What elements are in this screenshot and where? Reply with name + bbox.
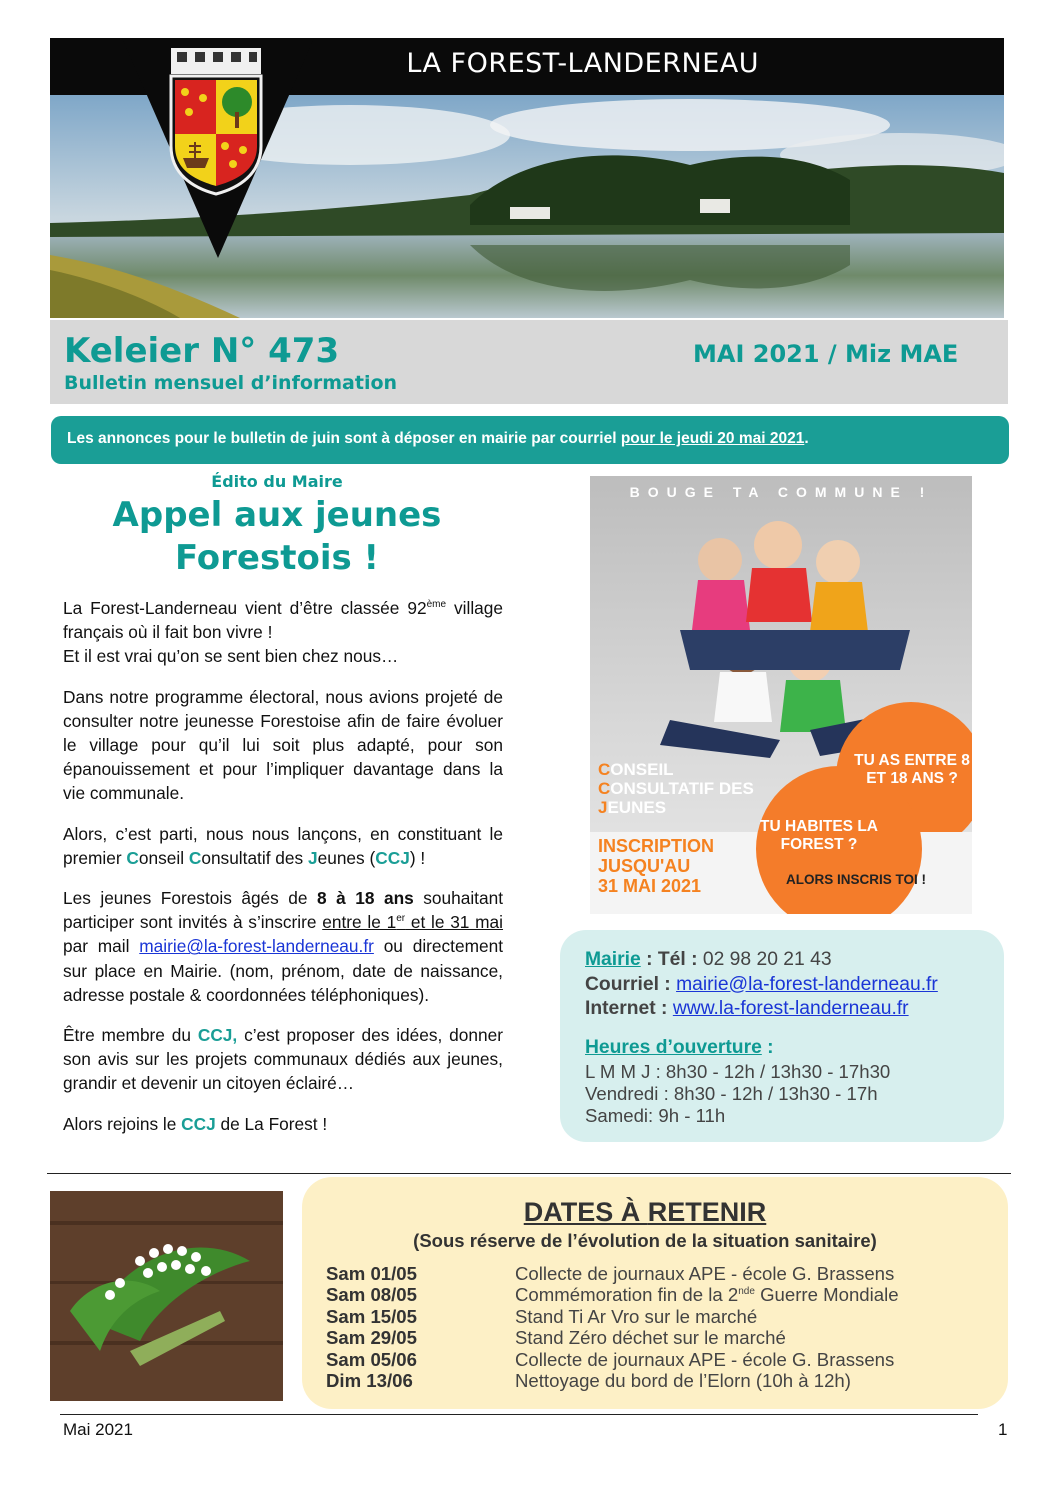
edito-paragraph-3 <box>63 822 503 870</box>
text: : <box>761 1036 774 1058</box>
age-range: 8 à 18 ans <box>317 888 414 909</box>
ccj-acronym: CCJ <box>181 1113 216 1134</box>
text: ONSULTATIF DES <box>610 779 754 798</box>
list-item <box>326 1284 966 1305</box>
edito-title-line1: Appel aux jeunes <box>112 495 442 535</box>
poster-call-to-action: ALORS INSCRIS TOI ! <box>786 872 927 887</box>
event-date: Sam 08/05 <box>326 1284 417 1306</box>
text: village français où il fait bon vivre ! <box>63 598 504 643</box>
text: onseil <box>138 847 189 868</box>
poster-resident-question: TU HABITES LA FOREST ? <box>760 818 878 853</box>
opening-hours-title: Heures d’ouverture <box>585 1036 762 1058</box>
text: Alors rejoins le <box>63 1113 182 1134</box>
edito-body <box>63 596 503 1152</box>
event-date: Sam 29/05 <box>326 1327 417 1349</box>
ccj-acronym: CCJ, <box>197 1025 238 1046</box>
event-date: Dim 13/06 <box>326 1370 413 1392</box>
phone-number: 02 98 20 21 43 <box>702 949 832 970</box>
list-item <box>326 1306 966 1327</box>
text: de La Forest ! <box>215 1113 328 1134</box>
event-date: Sam 01/05 <box>326 1263 417 1284</box>
event-date: Sam 05/06 <box>326 1348 417 1370</box>
footer-date: Mai 2021 <box>63 1420 133 1439</box>
initial-j: J <box>307 847 318 868</box>
event-description: Nettoyage du bord de l’Elorn (10h à 12h) <box>515 1370 851 1392</box>
text: et le 31 mai <box>405 912 504 933</box>
text: EUNES <box>607 798 667 817</box>
coat-of-arms-icon <box>163 46 269 196</box>
issue-date: MAI 2021 / Miz MAE <box>693 340 959 368</box>
text: RETENIR <box>647 1197 767 1227</box>
announcement-bar <box>51 416 1009 464</box>
list-item <box>326 1327 966 1348</box>
page-number: 1 <box>998 1420 1008 1439</box>
initial: J <box>598 798 608 817</box>
superscript: nde <box>738 1286 755 1298</box>
superscript: er <box>396 913 406 925</box>
text: eunes ( <box>317 847 376 868</box>
lily-of-the-valley-photo <box>50 1191 283 1401</box>
section-divider <box>47 1173 1011 1174</box>
text: ONSEIL <box>610 760 674 779</box>
dates-list <box>326 1263 966 1391</box>
hours-friday: Vendredi : 8h30 - 12h / 13h30 - 17h <box>585 1082 878 1104</box>
event-description: Stand Ti Ar Vro sur le marché <box>515 1305 758 1327</box>
header-banner <box>50 38 1004 318</box>
text: Commémoration fin de la 2 <box>515 1284 739 1306</box>
dates-subtitle: (Sous réserve de l’évolution de la situation sanitaire) <box>413 1230 877 1251</box>
mairie-phone-line <box>585 948 1004 973</box>
initial: C <box>598 760 611 779</box>
text: c’est proposer des idées, donner son avis sur les projets communaux dédiés aux jeunes, grandir et devenir un citoyen éclairé… <box>63 1025 503 1094</box>
edito-title <box>60 494 494 580</box>
text: entre le 1 <box>322 912 397 933</box>
text: Les jeunes Forestois âgés de <box>63 888 318 909</box>
ccj-poster <box>590 476 972 914</box>
hours-weekdays: L M M J : 8h30 - 12h / 13h30 - 17h30 <box>585 1060 891 1082</box>
edito-paragraph-1 <box>63 596 503 669</box>
mairie-email-link[interactable]: mairie@la-forest-landerneau.fr <box>139 936 374 957</box>
poster-age-question: TU AS ENTRE 8 ET 18 ANS ? <box>854 752 970 787</box>
edito-paragraph-5 <box>63 1023 503 1096</box>
mairie-website-line <box>585 997 1004 1022</box>
event-description <box>515 1284 899 1305</box>
date-range <box>322 912 503 932</box>
edito-paragraph-6 <box>63 1112 503 1136</box>
text: DATES À <box>523 1197 648 1227</box>
text: Guerre Mondiale <box>754 1284 899 1306</box>
text: 31 MAI 2021 <box>598 876 702 896</box>
text: par mail <box>63 936 140 957</box>
list-item <box>326 1349 966 1370</box>
text: ) ! <box>409 847 426 868</box>
mairie-label[interactable]: Mairie <box>585 949 641 970</box>
mairie-website-link[interactable]: www.la-forest-landerneau.fr <box>672 998 909 1019</box>
text: JUSQU'AU <box>598 856 691 876</box>
poster-ccj-name <box>598 760 754 817</box>
event-description: Stand Zéro déchet sur le marché <box>515 1327 786 1349</box>
event-date: Sam 15/05 <box>326 1305 417 1327</box>
superscript: ème <box>426 599 447 611</box>
text: Courriel : <box>585 973 677 995</box>
event-description: Collecte de journaux APE - école G. Brassens <box>515 1348 895 1370</box>
mairie-email-link[interactable]: mairie@la-forest-landerneau.fr <box>676 973 938 995</box>
edito-paragraph-2: Dans notre programme électoral, nous avions projeté de consulter notre jeunesse Forestoise afin de faire évoluer le village pour qu’il lui soit plus adapté, pour son épanouissement et pour l’impliquer davantage dans la vie communale. <box>63 686 503 804</box>
text: Être membre du <box>63 1025 198 1046</box>
text: Alors, c’est parti, nous nous lançons, en constituant le premier <box>63 823 503 868</box>
announcement-end: . <box>804 430 809 447</box>
edito-paragraph-4 <box>63 886 503 1007</box>
bulletin-title: Keleier N° 473 <box>64 331 340 371</box>
announcement-text: Les annonces pour le bulletin de juin sont à déposer en mairie par courriel <box>67 430 621 447</box>
list-item <box>326 1370 966 1391</box>
edito-title-line2: Forestois ! <box>174 538 380 578</box>
initial-c: C <box>188 847 202 868</box>
dates-to-remember-box <box>302 1177 1008 1409</box>
hours-saturday: Samedi: 9h - 11h <box>585 1104 726 1126</box>
text: Et il est vrai qu’on se sent bien chez nous… <box>63 646 399 667</box>
text: : Tél : <box>640 949 703 970</box>
initial-c: C <box>126 847 139 868</box>
text: Internet : <box>585 998 673 1019</box>
ccj-acronym: CCJ <box>375 847 410 868</box>
dates-title <box>302 1197 988 1228</box>
poster-headline: BOUGE TA COMMUNE ! <box>629 484 933 500</box>
town-name: LA FOREST-LANDERNEAU <box>406 48 759 79</box>
opening-hours <box>585 1035 1004 1127</box>
bulletin-subtitle: Bulletin mensuel d’information <box>64 372 398 394</box>
mairie-email-line <box>585 973 1004 998</box>
initial: C <box>598 779 611 798</box>
text: onsultatif des <box>201 847 308 868</box>
mairie-contact-box <box>560 930 1004 1142</box>
text: souhaitant participer sont invités à s’inscrire <box>63 888 503 933</box>
title-box <box>50 320 1008 404</box>
text: ou directement sur place en Mairie. (nom, prénom, date de naissance, adresse postale & coordonnées téléphoniques). <box>63 936 503 1005</box>
event-description: Collecte de journaux APE - école G. Brassens <box>515 1263 895 1284</box>
footer-divider <box>60 1414 978 1415</box>
text: La Forest-Landerneau vient d’être classée 92 <box>63 598 427 618</box>
poster-registration-deadline <box>598 836 714 896</box>
list-item <box>326 1263 966 1284</box>
announcement-deadline: pour le jeudi 20 mai 2021 <box>620 430 805 447</box>
text: INSCRIPTION <box>598 836 715 856</box>
edito-kicker: Édito du Maire <box>211 472 343 491</box>
